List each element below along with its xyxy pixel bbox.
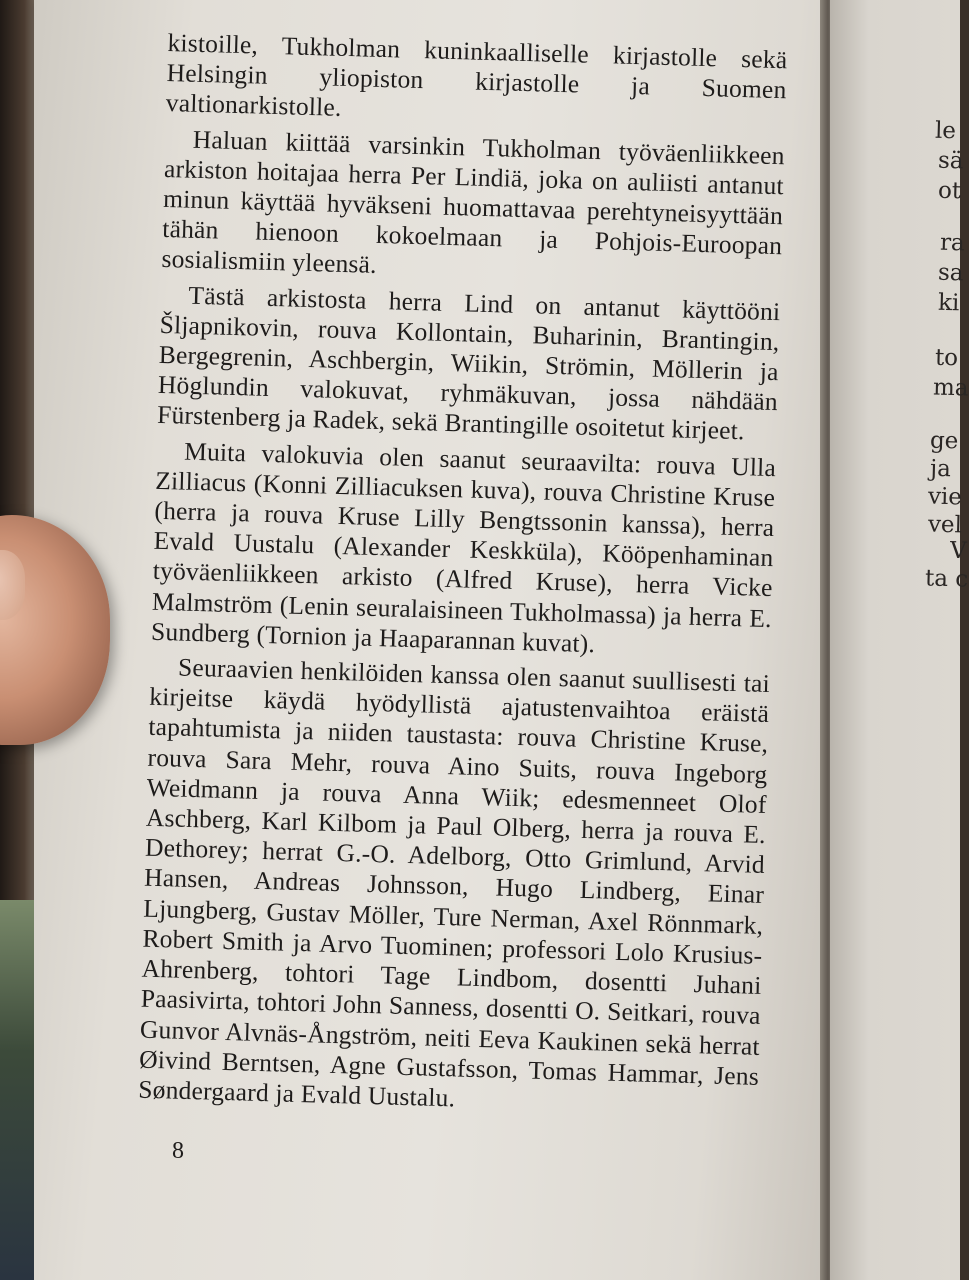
next-page-fragment: to [934,344,959,372]
next-page-fragment: sä [937,147,964,175]
page-body-text [138,28,788,1127]
next-page-fragment: ma [932,374,969,402]
paragraph: Muita valokuvia olen saanut seuraavilta: rouva Ulla Zilliacus (Konni Zilliacuksen kuva), rouva Christine Kruse (herra ja rouva Kruse Lilly Bengtssonin kanssa), herra Evald Uustalu (Alexander Keskküla), Kööpenhaminan työväenliikkeen arkisto (Alfred Kruse), herra Vicke Malmström (Lenin seuralaisineen Tukholmassa) ja herra E. Sundberg (Tornion ja Haaparannan kuvat). [150,436,777,659]
next-page-fragment: ki [937,289,960,317]
next-page-fragment: V [949,537,967,565]
page-number: 8 [172,1138,184,1164]
next-page-fragment: ge [929,427,959,455]
next-page-fragment: vie [927,483,963,511]
next-page-fragment: vel [927,511,963,539]
background-lower-left [0,900,34,1280]
next-page-fragment: ot [937,177,962,205]
thumbnail-highlight [0,550,25,620]
paragraph: Seuraavien henkilöiden kanssa olen saanut suullisesti tai kirjeitse käydä hyödyllistä ajatustenvaihtoa eräistä tapahtumista ja niiden taustasta: rouva Christine Kruse, rouva Sara Mehr, rouva Aino Suits, rouva Ingeborg Weidmann ja rouva Anna Wiik; edesmenneet Olof Aschberg, Karl Kilbom ja Paul Olberg, herra ja rouva E. Dethorey; herrat G.-O. Adelborg, Otto Grimlund, Arvid Hansen, Andreas Johnsson, Hugo Lindberg, Einar Ljungberg, Gustav Möller, Ture Nerman, Axel Rönnmark, Robert Smith ja Arvo Tuominen; professori Lolo Krusius-Ahrenberg, tohtori Tage Lindbom, dosentti Juhani Paasivirta, tohtori John Sanness, dosentti O. Seitkari, rouva Gunvor Alvnäs-Ångström, neiti Eeva Kaukinen sekä herrat Øivind Berntsen, Agne Gustafsson, Tomas Hammar, Jens Søndergaard ja Evald Uustalu. [137,652,771,1113]
next-page-fragment: sa [937,259,964,287]
next-page-fragment: ra [939,229,966,257]
next-page-fragment: ta c [924,565,969,593]
paragraph: Tästä arkistosta herra Lind on antanut käyttööni Šljapnikovin, rouva Kollontain, Buharinin, Brantingin, Bergegrenin, Aschbergin, Wiikin, Strömin, Möllerin ja Höglundin valokuvat, ryhmäkuvan, jossa nähdään Fürstenberg ja Radek, sekä Brantingille osoitetut kirjeet. [156,280,781,446]
paragraph: Haluan kiittää varsinkin Tukholman työväenliikkeen arkiston hoitajaa herra Per Lindiä, joka on auliisti antanut minun käyttää hyväkseni huomattavaa perehtyneisyyttään tähän hienoon kokoelmaan ja Pohjois-Euroopan sosialismiin yleensä. [161,124,786,280]
paragraph: kistoille, Tukholman kuninkaalliselle kirjastolle sekä Helsingin yliopiston kirjastolle ja Suomen valtionarkistolle. [165,28,788,123]
next-page-fragment: le [934,117,957,145]
next-page [830,0,969,1280]
next-page-fragment: ja [929,455,952,483]
